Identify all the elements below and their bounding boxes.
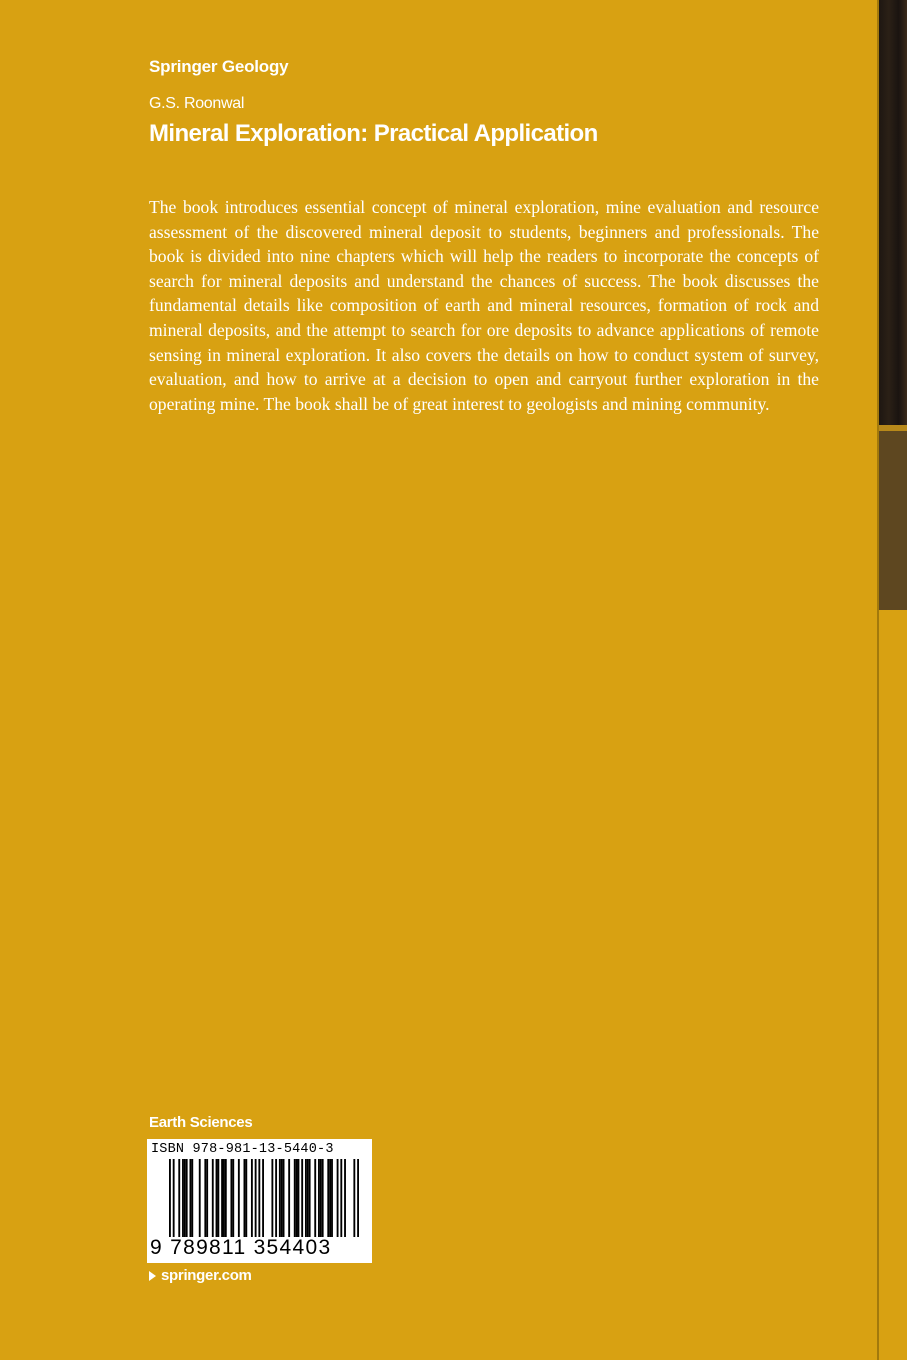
- barcode-bar: [344, 1159, 346, 1237]
- barcode-bar: [298, 1159, 300, 1237]
- barcode-bar: [329, 1159, 331, 1237]
- barcode-bar: [275, 1159, 277, 1237]
- arrow-right-icon: [149, 1271, 156, 1281]
- barcode-bar: [314, 1159, 316, 1237]
- spine-brown-band: [879, 431, 907, 610]
- barcode-bar: [230, 1159, 232, 1237]
- barcode-bar: [173, 1159, 175, 1237]
- publisher-website[interactable]: [149, 1267, 252, 1284]
- author-name: G.S. Roonwal: [149, 95, 245, 112]
- isbn-label: ISBN 978-981-13-5440-3: [151, 1142, 334, 1157]
- barcode-bar: [225, 1159, 227, 1237]
- barcode-bar: [296, 1159, 298, 1237]
- barcode-bar: [307, 1159, 309, 1237]
- barcode-bar: [186, 1159, 188, 1237]
- barcode-bar: [322, 1159, 324, 1237]
- barcode-bar: [204, 1159, 206, 1237]
- barcode-bar: [169, 1159, 171, 1237]
- isbn-barcode: [147, 1139, 372, 1263]
- barcode-bar: [206, 1159, 208, 1237]
- barcode-bar: [357, 1159, 359, 1237]
- barcode-bar: [244, 1159, 246, 1237]
- barcode-bar: [340, 1159, 342, 1237]
- book-title: Mineral Exploration: Practical Application: [149, 120, 598, 147]
- barcode-bar: [258, 1159, 260, 1237]
- barcode-bar: [320, 1159, 322, 1237]
- barcode-bar: [178, 1159, 180, 1237]
- barcode-bar: [288, 1159, 290, 1237]
- barcode-bar: [245, 1159, 247, 1237]
- barcode-bar: [251, 1159, 253, 1237]
- barcode-bar: [182, 1159, 184, 1237]
- spine-dark-band: [879, 0, 907, 425]
- barcode-bar: [301, 1159, 303, 1237]
- barcode-bar: [283, 1159, 285, 1237]
- barcode-bar: [305, 1159, 307, 1237]
- barcode-bar: [262, 1159, 264, 1237]
- barcode-bar: [184, 1159, 186, 1237]
- barcode-bar: [279, 1159, 281, 1237]
- barcode-bar: [191, 1159, 193, 1237]
- barcode-bar: [217, 1159, 219, 1237]
- barcode-bar: [212, 1159, 214, 1237]
- barcode-bar: [281, 1159, 283, 1237]
- barcode-bar: [318, 1159, 320, 1237]
- barcode-bar: [189, 1159, 191, 1237]
- barcode-bar: [199, 1159, 201, 1237]
- series-name: Springer Geology: [149, 57, 289, 76]
- barcode-bar: [327, 1159, 329, 1237]
- subject-category: Earth Sciences: [149, 1114, 253, 1131]
- barcode-bar: [294, 1159, 296, 1237]
- website-label: springer.com: [161, 1267, 252, 1284]
- barcode-bar: [353, 1159, 355, 1237]
- barcode-bar: [255, 1159, 257, 1237]
- barcode-bar: [223, 1159, 225, 1237]
- barcode-bar: [232, 1159, 234, 1237]
- barcode-bar: [216, 1159, 218, 1237]
- book-spine: [877, 0, 907, 1360]
- book-description: The book introduces essential concept of mineral exploration, mine evaluation and resource assessment of the discovered mineral deposit to students, beginners and professionals. The book is divided into nine chapters which will help the readers to incorporate the concepts of search for mineral deposits and understand the chances of success. The book discusses the fundamental details like composition of earth and mineral resources, formation of rock and mineral deposits, and the attempt to search for ore deposits to advance applications of remote sensing in mineral exploration. It also covers the details on how to conduct system of survey, evaluation, and how to arrive at a decision to open and carryout further exploration in the operating mine. The book shall be of great interest to geologists and mining community.: [149, 197, 819, 414]
- barcode-bar: [271, 1159, 273, 1237]
- ean-digits: 9 789811 354403: [150, 1236, 332, 1259]
- barcode-bar: [238, 1159, 240, 1237]
- barcode-icon: [169, 1159, 359, 1237]
- barcode-bar: [337, 1159, 339, 1237]
- barcode-bar: [331, 1159, 333, 1237]
- barcode-bar: [221, 1159, 223, 1237]
- barcode-bar: [309, 1159, 311, 1237]
